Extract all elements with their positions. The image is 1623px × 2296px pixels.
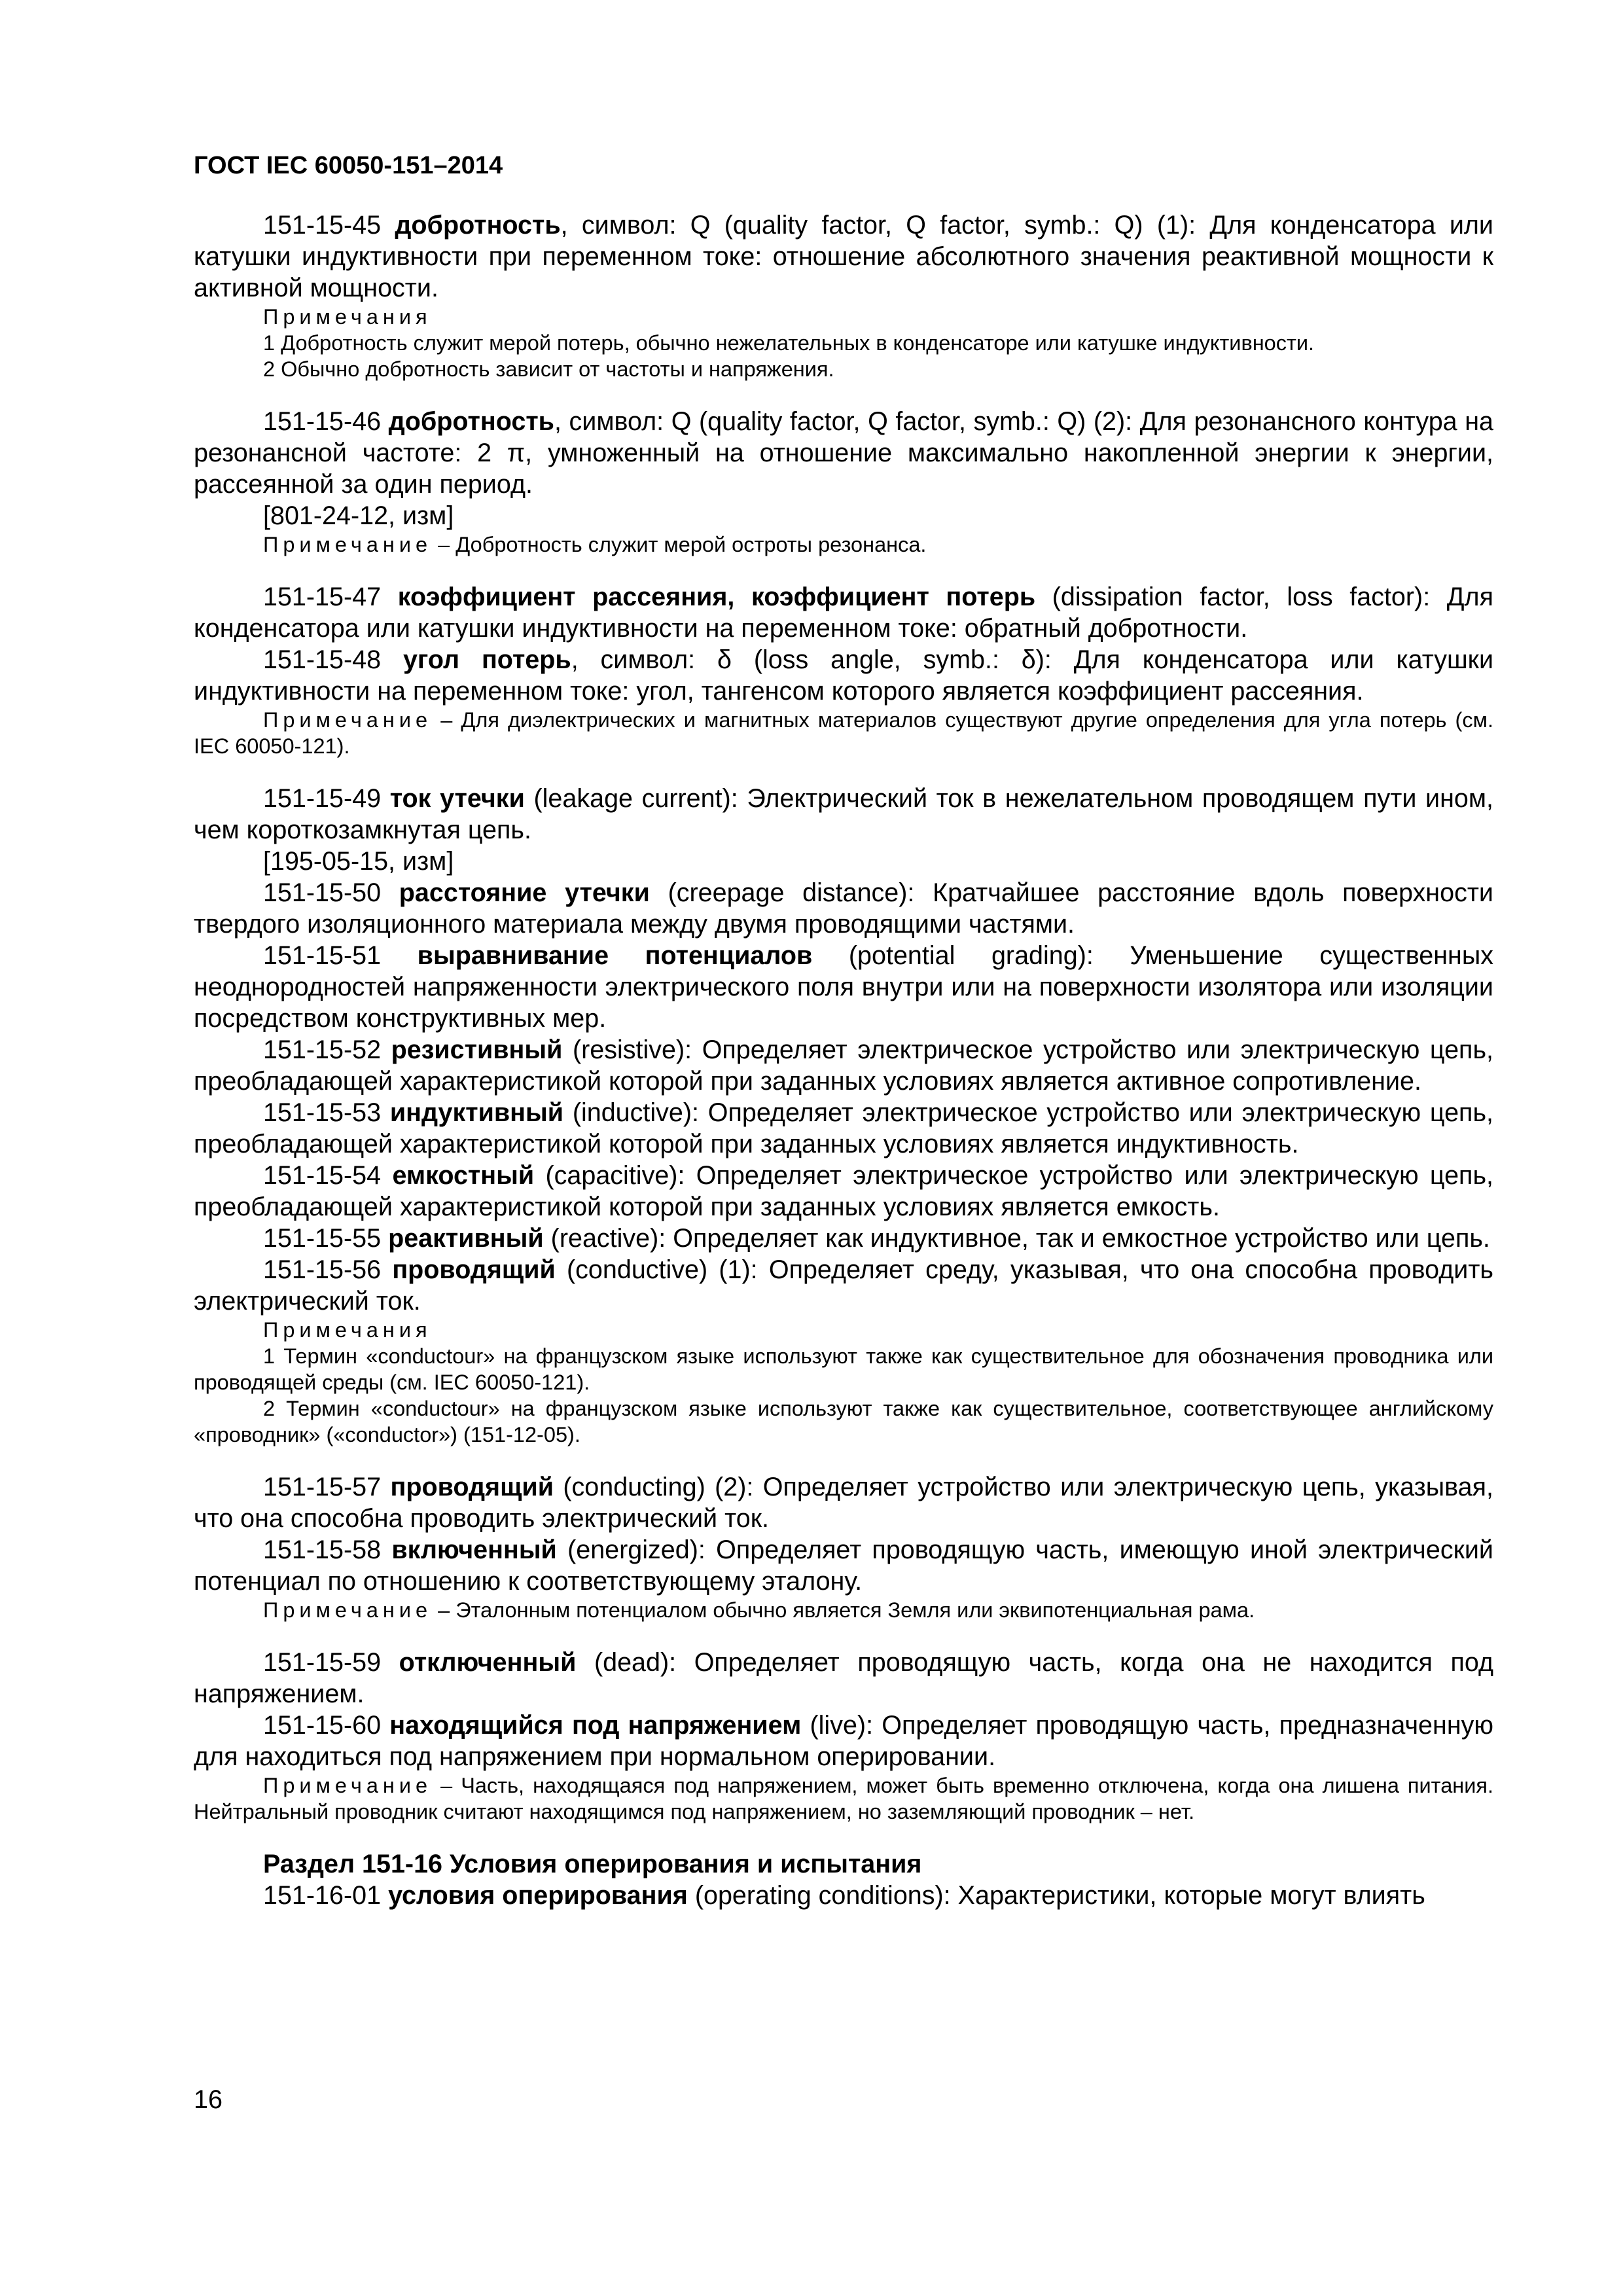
entry-definition: (dead): Определяет проводящую часть, когда она не находится под напряжением. bbox=[194, 1648, 1493, 1708]
entry-151-15-59 bbox=[194, 1647, 1493, 1710]
entry-term: отключенный bbox=[399, 1648, 577, 1677]
entry-151-15-54 bbox=[194, 1160, 1493, 1223]
entry-reference: [195-05-15, изм] bbox=[263, 847, 454, 876]
entry-151-15-58 bbox=[194, 1534, 1493, 1597]
note-label: Примечание bbox=[263, 708, 433, 732]
entry-151-15-53 bbox=[194, 1097, 1493, 1160]
entry-number: 151-15-58 bbox=[263, 1535, 392, 1564]
entry-definition: (reactive): Определяет как индуктивное, так и емкостное устройство или цепь. bbox=[543, 1224, 1490, 1253]
notes-label: Примечания bbox=[263, 305, 432, 329]
entry-term: находящийся под напряжением bbox=[389, 1711, 802, 1740]
entry-151-15-47 bbox=[194, 581, 1493, 644]
entry-definition: , символ: Q (quality factor, Q factor, symb.: Q) (1): Для конденсатора или катушки индуктивности при переменном токе: отношение абсолютного значения реактивной мощности к активной мощности. bbox=[194, 211, 1493, 302]
page-number: 16 bbox=[194, 2085, 223, 2114]
entry-number: 151-15-46 bbox=[263, 407, 389, 436]
note-label: Примечание bbox=[263, 1774, 433, 1797]
entry-term: резистивный bbox=[391, 1035, 563, 1064]
entry-151-15-51 bbox=[194, 940, 1493, 1034]
entry-number: 151-15-51 bbox=[263, 941, 418, 970]
note bbox=[194, 1597, 1493, 1623]
note-text: – Для диэлектрических и магнитных материалов существуют другие определения для угла потерь (см. IEC 60050-121). bbox=[194, 708, 1493, 758]
entry-definition: (conducting) (2): Определяет устройство или электрическую цепь, указывая, что она способна проводить электрический ток. bbox=[194, 1473, 1493, 1533]
entry-number: 151-15-59 bbox=[263, 1648, 399, 1677]
note bbox=[194, 707, 1493, 759]
entry-definition: (inductive): Определяет электрическое устройство или электрическую цепь, преобладающей характеристикой которой при заданных условиях является индуктивность. bbox=[194, 1098, 1494, 1158]
entry-number: 151-15-50 bbox=[263, 878, 399, 907]
entry-definition: (operating conditions): Характеристики, которые могут влиять bbox=[687, 1881, 1425, 1910]
entry-term: выравнивание потенциалов bbox=[417, 941, 813, 970]
entry-151-15-56 bbox=[194, 1254, 1493, 1317]
note-label: Примечание bbox=[263, 1598, 433, 1622]
entry-term: реактивный bbox=[388, 1224, 544, 1253]
entry-definition: (leakage current): Электрический ток в нежелательном проводящем пути ином, чем короткозамкнутая цепь. bbox=[194, 784, 1493, 844]
entry-number: 151-15-49 bbox=[263, 784, 390, 813]
entry-term: угол потерь bbox=[402, 645, 571, 674]
note: 1 Термин «conductour» на французском языке используют также как существительное для обозначения проводника или проводящей среды (см. IEC 60050-121). bbox=[194, 1344, 1493, 1394]
entry-term: индуктивный bbox=[389, 1098, 564, 1127]
note-text: – Часть, находящаяся под напряжением, может быть временно отключена, когда она лишена питания. Нейтральный проводник считают находящимся под напряжением, но заземляющий проводник – нет. bbox=[194, 1774, 1493, 1823]
entry-151-15-57 bbox=[194, 1471, 1493, 1534]
entry-definition: (dissipation factor, loss factor): Для конденсатора или катушки индуктивности на переменном токе: обратный добротности. bbox=[194, 583, 1493, 643]
entry-151-15-49 bbox=[194, 783, 1493, 846]
notes-label: Примечания bbox=[263, 1318, 432, 1342]
entry-151-15-45 bbox=[194, 209, 1493, 304]
entry-definition: , символ: δ (loss angle, symb.: δ): Для конденсатора или катушки индуктивности на переменном токе: угол, тангенсом которого является коэффициент рассеяния. bbox=[194, 645, 1494, 706]
entry-number: 151-15-48 bbox=[263, 645, 403, 674]
entry-151-15-60 bbox=[194, 1710, 1493, 1772]
entry-151-15-50 bbox=[194, 877, 1493, 940]
entry-number: 151-16-01 bbox=[263, 1881, 389, 1910]
entry-151-15-52 bbox=[194, 1034, 1493, 1097]
entry-number: 151-15-55 bbox=[263, 1224, 389, 1253]
note: 2 Термин «conductour» на французском языке используют также как существительное, соответствующее английскому «проводник» («conductor») (151-12-05). bbox=[194, 1397, 1493, 1446]
entry-151-15-46 bbox=[194, 406, 1493, 500]
document-header: ГОСТ IEC 60050-151–2014 bbox=[194, 152, 503, 179]
entry-definition: (energized): Определяет проводящую часть, имеющую иной электрический потенциал по отношению к соответствующему эталону. bbox=[194, 1535, 1493, 1596]
entry-definition: , символ: Q (quality factor, Q factor, symb.: Q) (2): Для резонансного контура на резонансной частоте: 2 π, умноженный на отношение максимально накопленной энергии к энергии, рассеянной за один период. bbox=[194, 407, 1494, 499]
entry-definition: (capacitive): Определяет электрическое устройство или электрическую цепь, преобладающей характеристикой которой при заданных условиях является емкость. bbox=[194, 1161, 1494, 1221]
entry-number: 151-15-45 bbox=[263, 211, 395, 240]
entry-definition: (potential grading): Уменьшение существенных неоднородностей напряженности электрического поля внутри или на поверхности изолятора или изоляции посредством конструктивных мер. bbox=[194, 941, 1493, 1033]
entry-term: емкостный bbox=[392, 1161, 535, 1190]
entry-number: 151-15-52 bbox=[263, 1035, 391, 1064]
entry-number: 151-15-56 bbox=[263, 1255, 393, 1284]
entry-definition: (live): Определяет проводящую часть, предназначенную для находиться под напряжением при нормальном оперировании. bbox=[194, 1711, 1494, 1771]
entry-151-15-48 bbox=[194, 644, 1493, 707]
entry-number: 151-15-53 bbox=[263, 1098, 390, 1127]
entry-term: включенный bbox=[391, 1535, 557, 1564]
note-text: – Эталонным потенциалом обычно является Земля или эквипотенциальная рама. bbox=[432, 1598, 1255, 1622]
entry-term: добротность bbox=[395, 211, 561, 240]
entry-number: 151-15-60 bbox=[263, 1711, 390, 1740]
entry-reference: [801-24-12, изм] bbox=[263, 501, 454, 530]
note bbox=[194, 1772, 1493, 1825]
note-text: – Добротность служит мерой остроты резонанса. bbox=[432, 533, 927, 556]
entry-term: ток утечки bbox=[389, 784, 525, 813]
entry-definition: (creepage distance): Кратчайшее расстояние вдоль поверхности твердого изоляционного материала между двумя проводящими частями. bbox=[194, 878, 1493, 939]
entry-151-16-01 bbox=[194, 1880, 1493, 1911]
entry-term: коэффициент рассеяния, коэффициент потерь bbox=[397, 583, 1036, 611]
entry-term: добротность bbox=[388, 407, 554, 436]
document-body bbox=[194, 209, 1493, 1911]
note-label: Примечание bbox=[263, 533, 433, 556]
section-title: Раздел 151-16 Условия оперирования и испытания bbox=[263, 1850, 922, 1878]
entry-151-15-55 bbox=[194, 1223, 1493, 1254]
note bbox=[194, 531, 1493, 558]
entry-term: условия оперирования bbox=[388, 1881, 688, 1910]
entry-definition: (conductive) (1): Определяет среду, указывая, что она способна проводить электрический ток. bbox=[194, 1255, 1494, 1316]
entry-definition: (resistive): Определяет электрическое устройство или электрическую цепь, преобладающей характеристикой которой при заданных условиях является активное сопротивление. bbox=[194, 1035, 1494, 1096]
entry-number: 151-15-57 bbox=[263, 1473, 391, 1501]
entry-number: 151-15-54 bbox=[263, 1161, 393, 1190]
entry-number: 151-15-47 bbox=[263, 583, 398, 611]
entry-term: расстояние утечки bbox=[399, 878, 650, 907]
note: 1 Добротность служит мерой потерь, обычно нежелательных в конденсаторе или катушке индуктивности. bbox=[263, 331, 1315, 355]
entry-term: проводящий bbox=[392, 1255, 556, 1284]
note: 2 Обычно добротность зависит от частоты и напряжения. bbox=[263, 357, 834, 381]
entry-term: проводящий bbox=[390, 1473, 554, 1501]
